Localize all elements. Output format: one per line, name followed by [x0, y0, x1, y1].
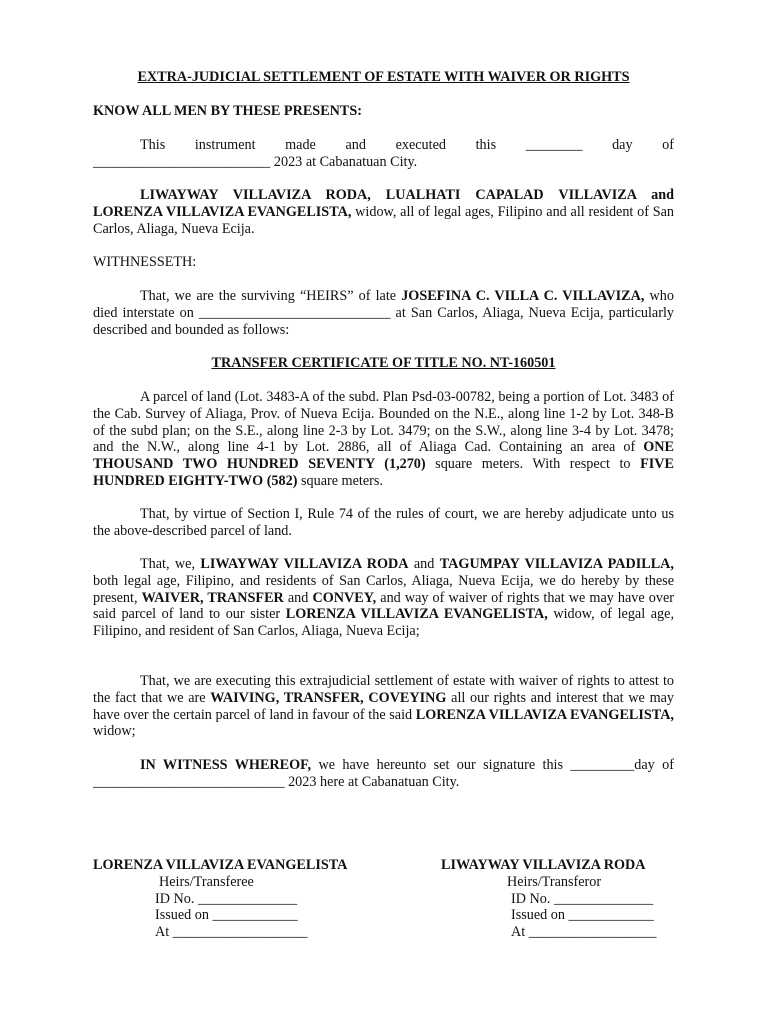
- issued-at-line: At ___________________: [155, 924, 308, 941]
- waiver-text-e: both legal age, Filipino, and residents of San Carlos, Aliaga, Nueva Ecija, we do hereby by these present,: [93, 572, 674, 606]
- waiver-text-a: That, we,: [140, 556, 201, 572]
- paragraph-waiver: [93, 556, 674, 640]
- paragraph-execution: [93, 137, 674, 171]
- waiver-name-1: LIWAYWAY VILLAVIZA RODA: [200, 556, 409, 572]
- paragraph-parties: [93, 187, 674, 237]
- paragraph-rule-74: That, by virtue of Section I, Rule 74 of the rules of court, we are hereby adjudicate unto us the above-described parcel of land.: [93, 506, 674, 539]
- witness-text: we have hereunto set our signature this _________day of ___________________________ 2023 here at Cabanatuan City.: [93, 757, 674, 790]
- issued-on-line: Issued on ____________: [155, 907, 298, 924]
- waiver-terms-2: CONVEY,: [312, 589, 377, 606]
- parcel-text-e: square meters.: [297, 472, 383, 489]
- paragraph-executing: [93, 673, 674, 740]
- waiver-text-k: widow, of legal age, Filipino, and resident of San Carlos, Aliaga, Nueva Ecija;: [93, 606, 674, 640]
- executing-text-c: all our rights and interest that we may have over the certain parcel of land in favour of the said: [93, 689, 674, 723]
- paragraph-witness-whereof: [93, 757, 674, 791]
- execution-line-1: This instrument made and executed this ________ day of: [140, 137, 674, 153]
- issued-on-line: Issued on ____________: [511, 907, 654, 924]
- waiver-text-i: and way of waiver of rights that we may have over said parcel of land to our sister: [93, 589, 674, 623]
- waiver-beneficiary: LORENZA VILLAVIZA EVANGELISTA,: [285, 606, 548, 623]
- tct-heading: TRANSFER CERTIFICATE OF TITLE NO. NT-160501: [211, 355, 556, 371]
- parcel-portion: FIVE HUNDRED EIGHTY-TWO (582): [93, 456, 674, 489]
- parcel-area: ONE THOUSAND TWO HUNDRED SEVENTY (1,270): [93, 439, 674, 473]
- execution-line-2: _________________________ 2023 at Cabanatuan City.: [93, 153, 418, 170]
- executing-terms: WAIVING, TRANSFER, COVEYING: [210, 689, 447, 706]
- party-details: widow, all of legal ages, Filipino and all resident of San Carlos, Aliaga, Nueva Ecija.: [93, 203, 675, 237]
- signature-block-transferor: [441, 857, 681, 941]
- witnesseth-heading: WITHNESSETH:: [93, 254, 197, 270]
- paragraph-heirs: [93, 288, 674, 338]
- decedent-name: JOSEFINA C. VILLA C. VILLAVIZA,: [401, 288, 645, 304]
- waiver-terms-1: WAIVER, TRANSFER: [141, 589, 284, 606]
- heirs-text-c: who died interstate on ___________________________ at San Carlos, Aliaga, Nueva Ecija, particularly described and bounded as follows:: [93, 288, 674, 338]
- opening-clause: KNOW ALL MEN BY THESE PRESENTS:: [93, 103, 362, 119]
- executing-text-e: widow;: [93, 723, 136, 740]
- signature-block-transferee: [93, 857, 353, 941]
- waiver-text-g: and: [283, 589, 313, 606]
- signatory-name: LIWAYWAY VILLAVIZA RODA: [441, 857, 646, 873]
- party-names: LIWAYWAY VILLAVIZA RODA, LUALHATI CAPALAD VILLAVIZA and LORENZA VILLAVIZA EVANGELISTA,: [93, 187, 674, 220]
- id-number-line: ID No. ______________: [155, 890, 298, 907]
- waiver-text-c: and: [408, 556, 440, 572]
- signatory-name: LORENZA VILLAVIZA EVANGELISTA: [93, 857, 348, 873]
- paragraph-parcel: [93, 389, 674, 490]
- signatory-role: Heirs/Transferee: [159, 873, 254, 890]
- executing-text-a: That, we are executing this extrajudicial settlement of estate with waiver of rights to attest to the fact that we are: [93, 673, 674, 706]
- signatory-role: Heirs/Transferor: [507, 873, 602, 890]
- executing-beneficiary: LORENZA VILLAVIZA EVANGELISTA,: [415, 706, 674, 723]
- waiver-name-2: TAGUMPAY VILLAVIZA PADILLA,: [439, 556, 674, 572]
- parcel-text-c: square meters. With respect to: [425, 456, 641, 473]
- parcel-text-a: A parcel of land (Lot. 3483-A of the subd. Plan Psd-03-00782, being a portion of Lot. 3483 of the Cab. Survey of Aliaga, Prov. of Nueva Ecija. Bounded on the N.E., along line 1-2 by Lot. 348-B of the subd plan; on the S.E., along line 2-3 by Lot. 3479; on the S.W., along line 3-4 by Lot. 3478; and the N.W., along line 4-1 by Lot. 2886, all of Aliaga Cad. Containing an area of: [93, 389, 674, 456]
- witness-whereof-phrase: IN WITNESS WHEREOF,: [140, 757, 312, 773]
- issued-at-line: At __________________: [511, 924, 657, 941]
- document-title: EXTRA-JUDICIAL SETTLEMENT OF ESTATE WITH WAIVER OR RIGHTS: [137, 69, 630, 85]
- heirs-text-a: That, we are the surviving “HEIRS” of late: [140, 288, 402, 304]
- id-number-line: ID No. ______________: [511, 890, 654, 907]
